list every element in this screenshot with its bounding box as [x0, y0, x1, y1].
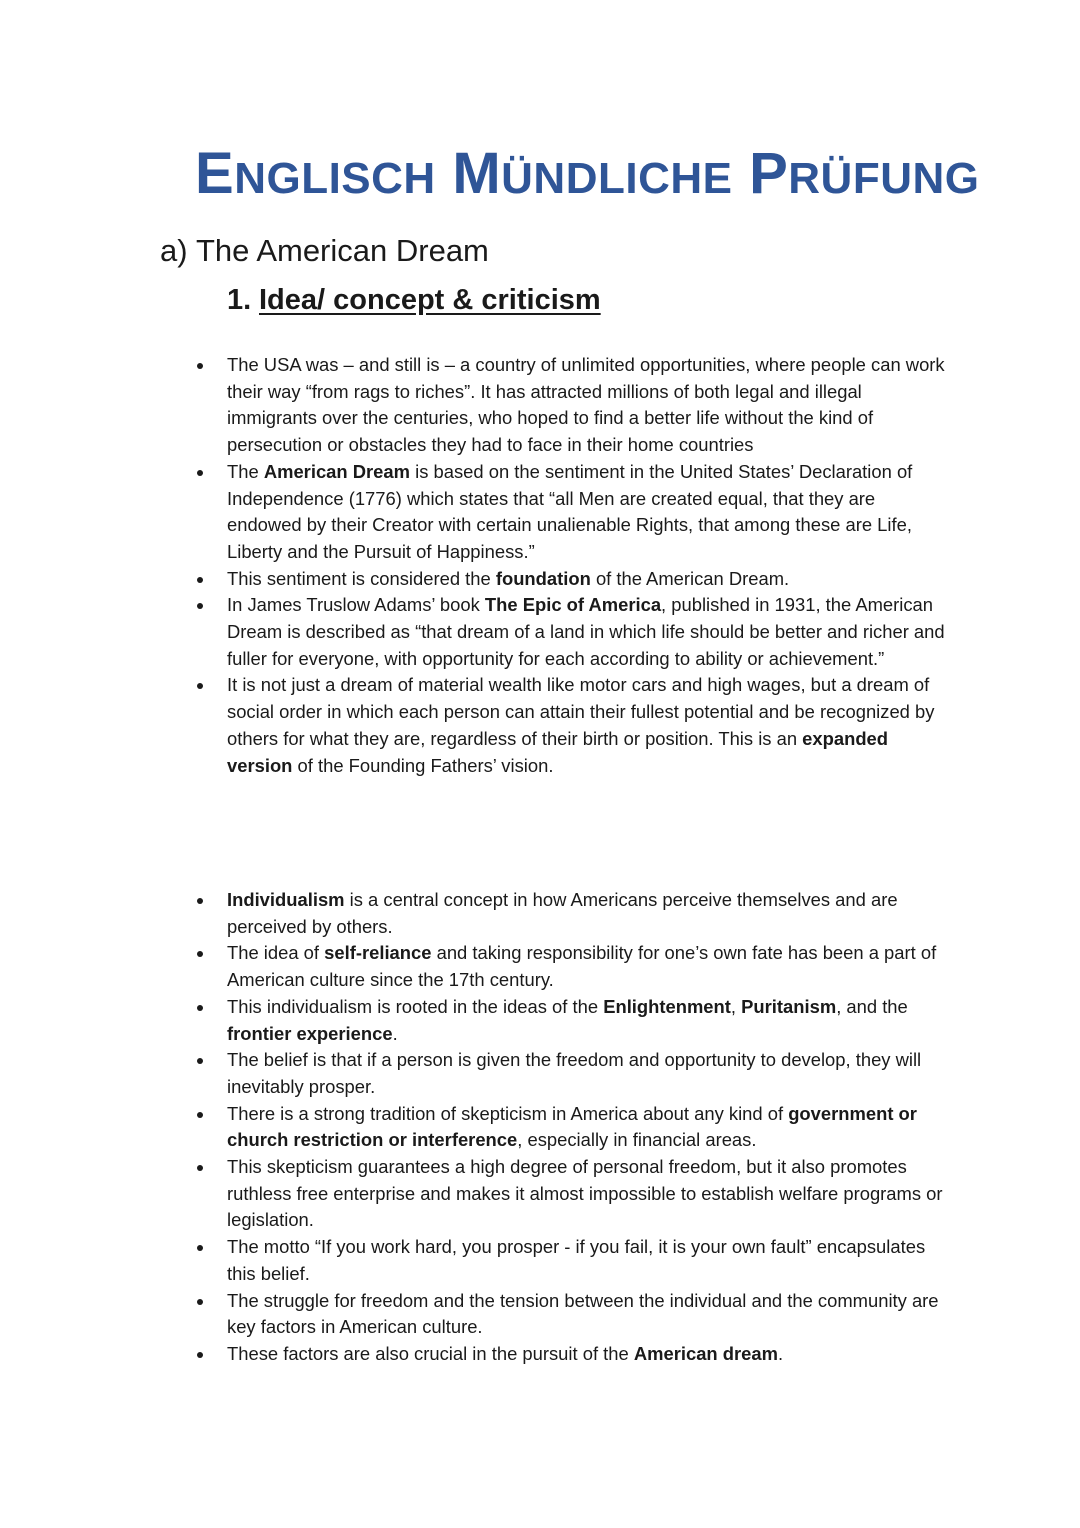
- title-word-1-rest: NGLISCH: [234, 154, 436, 203]
- list-item: [0, 1047, 954, 1100]
- item-bold-text: Individualism: [227, 889, 345, 910]
- item-text: and taking responsibility for one’s own fate has been a part of American culture since the 17th century.: [227, 942, 937, 991]
- item-text: , published in 1931, the American Dream is described as “that dream of a land in which life should be better and richer and fuller for everyone, with opportunity for each according to ability or achievement.”: [227, 594, 945, 669]
- item-text: is based on the sentiment in the United States’ Declaration of Independence (1776) which states that “all Men are created equal, that they are endowed by their Creator with certain unalienable Rights, that among these are Life, Liberty and the Pursuit of Happiness.”: [227, 460, 913, 562]
- item-bold-text: expanded version: [227, 727, 889, 776]
- list-item: [0, 1341, 954, 1368]
- list-item: [0, 1154, 954, 1234]
- list-item: [0, 994, 954, 1047]
- bullet-icon: [197, 1112, 203, 1118]
- subsection-heading: [227, 279, 601, 321]
- list-item: [0, 352, 954, 459]
- item-text: , especially in financial areas.: [517, 1129, 757, 1151]
- title-word-2-initial: M: [452, 141, 502, 206]
- list-item: [0, 592, 954, 672]
- item-text: of the American Dream.: [590, 567, 790, 589]
- item-text: ,: [730, 995, 742, 1017]
- bullet-icon: [197, 1058, 203, 1064]
- title-word-1-initial: E: [195, 141, 235, 206]
- item-bold-text: frontier experience: [227, 1022, 393, 1044]
- item-text: In James Truslow Adams’ book: [227, 594, 485, 616]
- item-text: The motto “If you work hard, you prosper - if you fail, it is your own fault” encapsulates this belief.: [227, 1236, 926, 1284]
- bullet-list-2: [0, 887, 1080, 1368]
- title-word-3-initial: P: [749, 141, 789, 206]
- page-title: [195, 140, 979, 213]
- bullet-icon: [197, 1299, 203, 1305]
- list-item: [0, 566, 954, 593]
- item-bold-text: American dream: [633, 1342, 778, 1364]
- item-text: This sentiment is considered the: [227, 567, 496, 589]
- item-bold-text: Enlightenment: [603, 995, 731, 1017]
- item-text: This skepticism guarantees a high degree of personal freedom, but it also promotes ruthless free enterprise and makes it almost impossible to establish welfare programs or legislation.: [227, 1156, 943, 1231]
- item-text: It is not just a dream of material wealth like motor cars and high wages, but a dream of social order in which each person can attain their fullest potential and be recognized by others for what they are, regardless of their birth or position. This is an: [227, 674, 935, 749]
- item-text: These factors are also crucial in the pursuit of the: [227, 1342, 634, 1364]
- section-label: The American Dream: [196, 233, 489, 268]
- item-text: This individualism is rooted in the ideas of the: [227, 995, 604, 1017]
- item-text: The USA was – and still is – a country of unlimited opportunities, where people can work their way “from rags to riches”. It has attracted millions of both legal and illegal immigrants over the centuries, who hoped to find a better life without the kind of persecution or obstacles they had to face in their home countries: [227, 354, 945, 456]
- list-item: [0, 1234, 954, 1287]
- list-item: [0, 672, 954, 779]
- list-item: [0, 1288, 954, 1341]
- item-text: The struggle for freedom and the tension between the individual and the community are key factors in American culture.: [227, 1289, 939, 1338]
- item-bold-text: self-reliance: [324, 942, 432, 964]
- item-text: .: [392, 1022, 398, 1044]
- title-word-3-rest: RÜFUNG: [788, 154, 980, 203]
- item-text: .: [777, 1342, 784, 1364]
- list-item: [0, 459, 954, 566]
- bullet-icon: [197, 1165, 203, 1171]
- item-text: The idea of: [227, 942, 325, 964]
- list-item: [0, 940, 954, 993]
- item-bold-text: foundation: [495, 567, 591, 589]
- item-text: There is a strong tradition of skepticism in America about any kind of: [227, 1102, 789, 1124]
- bullet-icon: [197, 898, 203, 904]
- item-text: The belief is that if a person is given the freedom and opportunity to develop, they will inevitably prosper.: [227, 1049, 922, 1097]
- bullet-icon: [197, 363, 203, 369]
- bullet-icon: [197, 603, 203, 609]
- bullet-icon: [197, 577, 203, 583]
- item-text: , and the: [836, 995, 908, 1017]
- bullet-icon: [197, 951, 203, 957]
- bullet-icon: [197, 1245, 203, 1251]
- item-text: is a central concept in how Americans perceive themselves and are perceived by others.: [227, 889, 898, 937]
- item-bold-text: government or church restriction or interference: [227, 1102, 917, 1151]
- bullet-icon: [197, 683, 203, 689]
- list-item: [0, 1101, 954, 1154]
- title-word-2-rest: ÜNDLICHE: [501, 154, 733, 203]
- item-text: of the Founding Fathers’ vision.: [292, 754, 554, 776]
- bullet-icon: [197, 470, 203, 476]
- bullet-list-1: [0, 352, 1080, 779]
- item-bold-text: American Dream: [263, 460, 410, 482]
- section-heading: [160, 230, 489, 272]
- bullet-icon: [197, 1352, 203, 1358]
- list-item: [0, 887, 954, 940]
- subsection-number: 1.: [227, 284, 252, 316]
- item-text: The: [227, 460, 264, 482]
- section-marker: a): [160, 233, 188, 268]
- subsection-label: Idea/ concept & criticism: [259, 284, 601, 316]
- item-bold-text: The Epic of America: [484, 594, 662, 616]
- item-bold-text: Puritanism: [741, 995, 837, 1017]
- bullet-icon: [197, 1005, 203, 1011]
